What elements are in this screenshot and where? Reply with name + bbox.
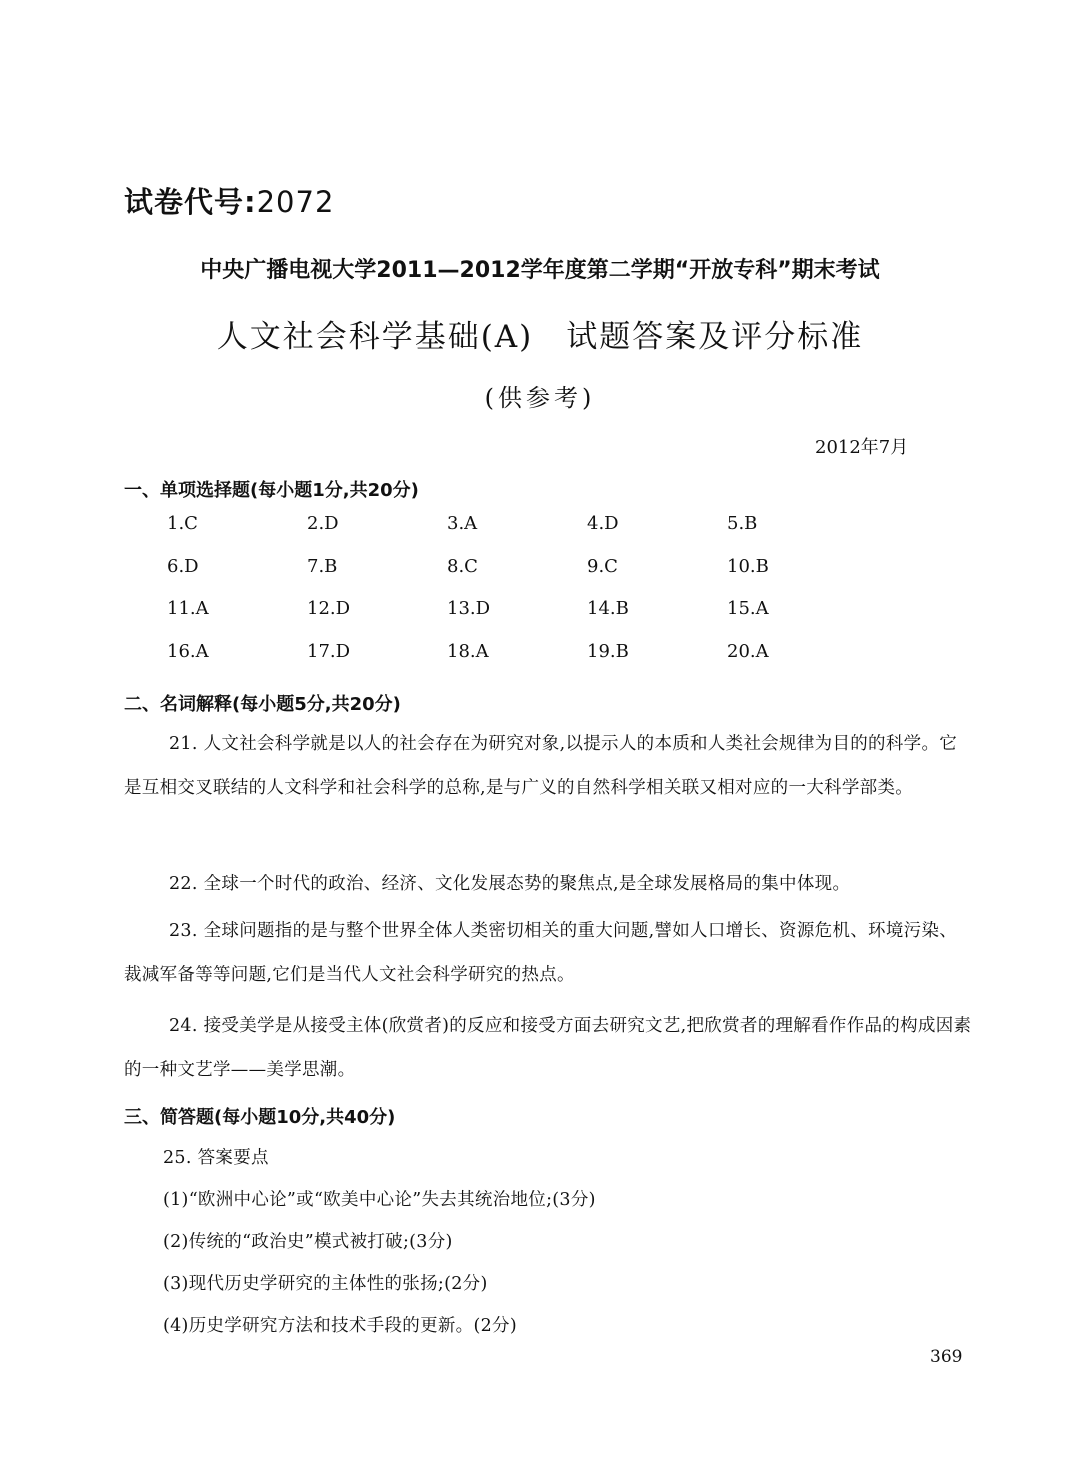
answer-cell: 14.B [587, 598, 629, 619]
document-date: 2012年7月 [815, 437, 909, 458]
answer-cell: 13.D [447, 598, 491, 619]
answer-cell: 12.D [307, 598, 351, 619]
answer-cell: 8.C [447, 555, 478, 577]
answer-cell: 9.C [587, 555, 618, 577]
document-title: 人文社会科学基础(A) 试题答案及评分标准 [216, 319, 864, 355]
reference-note: (供参考) [484, 384, 596, 412]
answer-cell: 11.A [167, 598, 209, 619]
answer-cell: 7.B [307, 555, 338, 577]
paper-code [124, 180, 334, 221]
answer-row [167, 556, 867, 599]
paper-code-number: 2072 [256, 185, 335, 219]
answer-row [167, 513, 867, 556]
answer-cell: 1.C [167, 513, 198, 534]
answer-row [167, 598, 867, 641]
page-number: 369 [930, 1347, 963, 1367]
answer-point: (3)现代历史学研究的主体性的张扬;(2分) [163, 1274, 488, 1294]
definition-21: 21. 人文社会科学就是以人的社会存在为研究对象,以提示人的本质和人类社会规律为目的的科学。它是互相交叉联结的人文科学和社会科学的总称,是与广义的自然科学相关联又相对应的一大科学部类。 [124, 734, 958, 798]
answer-cell: 10.B [727, 555, 769, 577]
definition-23: 23. 全球问题指的是与整个世界全体人类密切相关的重大问题,譬如人口增长、资源危机、环境污染、裁减军备等等问题,它们是当代人文社会科学研究的热点。 [124, 921, 958, 985]
section-2-heading: 二、名词解释(每小题5分,共20分) [124, 694, 401, 715]
answer-cell: 20.A [727, 640, 769, 662]
choice-answers-table [167, 513, 867, 683]
section-3-heading: 三、简答题(每小题10分,共40分) [124, 1107, 396, 1128]
answer-cell: 2.D [307, 513, 339, 534]
answer-cell: 15.A [727, 598, 769, 619]
section-1-heading: 一、单项选择题(每小题1分,共20分) [124, 480, 419, 501]
answer-point: (4)历史学研究方法和技术手段的更新。(2分) [163, 1316, 517, 1336]
answer-cell: 6.D [167, 555, 199, 577]
answer-cell: 17.D [307, 640, 351, 662]
answer-cell: 5.B [727, 513, 758, 534]
answer-cell: 18.A [447, 640, 489, 662]
exam-title: 中央广播电视大学2011—2012学年度第二学期“开放专科”期末考试 [200, 258, 880, 283]
answer-cell: 16.A [167, 640, 209, 662]
answer-point: (1)“欧洲中心论”或“欧美中心论”失去其统治地位;(3分) [163, 1190, 596, 1210]
answer-row [167, 641, 867, 684]
answer-cell: 19.B [587, 640, 629, 662]
paper-code-label: 试卷代号: [124, 185, 257, 219]
answer-cell: 3.A [447, 513, 478, 534]
answer-point: (2)传统的“政治史”模式被打破;(3分) [163, 1232, 453, 1252]
question-25-title: 25. 答案要点 [163, 1148, 269, 1168]
answer-cell: 4.D [587, 513, 619, 534]
definition-24: 24. 接受美学是从接受主体(欣赏者)的反应和接受方面去研究文艺,把欣赏者的理解看作作品的构成因素的一种文艺学——美学思潮。 [124, 1016, 972, 1080]
definition-22: 22. 全球一个时代的政治、经济、文化发展态势的聚焦点,是全球发展格局的集中体现。 [169, 874, 851, 894]
